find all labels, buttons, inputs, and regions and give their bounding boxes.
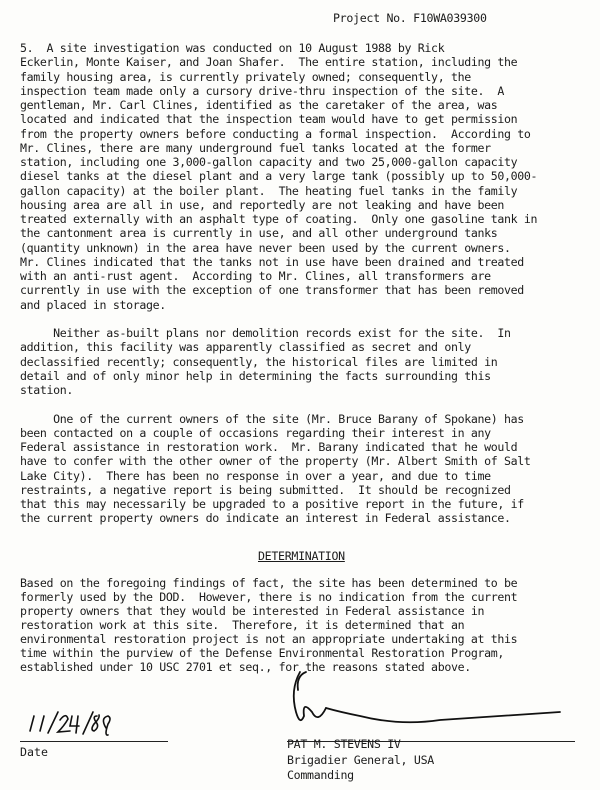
signer-name: PAT M. STEVENS IV xyxy=(287,737,401,751)
body-text-line: been contacted on a couple of occasions regarding their interest in any xyxy=(20,425,491,440)
determination-heading: DETERMINATION xyxy=(258,549,345,563)
signature-image xyxy=(294,672,560,722)
body-text-line: the current property owners do indicate an interest in Federal assistance. xyxy=(20,511,511,526)
body-text-line: Eckerlin, Monte Kaiser, and Joan Shafer. The entire station, including the xyxy=(20,55,518,70)
determination-text-line: formerly used by the DOD. However, there is no indication from the current xyxy=(20,590,518,604)
determination-text-line: time within the purview of the Defense Environmental Restoration Program, xyxy=(20,646,504,660)
body-text-line: Mr. Clines, there are many underground fuel tanks located at the former xyxy=(20,140,491,155)
determination-text-line: established under 10 USC 2701 et seq., for the reasons stated above. xyxy=(20,660,471,674)
body-text-line: 5. A site investigation was conducted on 10 August 1988 by Rick xyxy=(20,41,445,55)
body-text-line: (quantity unknown) in the area have never been used by the current owners. xyxy=(20,240,511,255)
body-text-line: treated externally with an asphalt type of coating. Only one gasoline tank in xyxy=(20,212,538,226)
date-line xyxy=(20,741,168,742)
project-number: Project No. F10WA039300 xyxy=(333,11,487,25)
date-label: Date xyxy=(20,745,48,759)
body-text-line: with an anti-rust agent. According to Mr. Clines, all transformers are xyxy=(20,269,491,283)
determination-text-line: Based on the foregoing findings of fact, the site has been determined to be xyxy=(20,576,518,590)
body-text-line: housing area are all in use, and reportedly are not leaking and have been xyxy=(20,197,504,212)
body-text-line: Mr. Clines indicated that the tanks not in use have been drained and treated xyxy=(20,254,524,269)
body-text-line: declassified recently; consequently, the historical files are limited in xyxy=(20,354,498,369)
body-text-line: gallon capacity) at the boiler plant. The heating fuel tanks in the family xyxy=(20,183,518,198)
body-text-line: Lake City). There has been no response in over a year, and due to time xyxy=(20,468,491,483)
body-text-line: and placed in storage. xyxy=(20,297,166,312)
body-text-line: family housing area, is currently privately owned; consequently, the xyxy=(20,69,471,84)
signer-rank: Brigadier General, USA xyxy=(287,753,434,767)
body-text-line: located and indicated that the inspection team would have to get permission xyxy=(20,112,518,127)
signer-title: Commanding xyxy=(287,768,354,782)
body-text-line: Neither as-built plans nor demolition records exist for the site. In xyxy=(20,326,511,340)
body-text-line: currently in use with the exception of one transformer that has been removed xyxy=(20,283,524,298)
body-text-line: One of the current owners of the site (Mr. Bruce Barany of Spokane) has xyxy=(20,411,524,426)
body-text-line: station, including one 3,000-gallon capacity and two 25,000-gallon capacity xyxy=(20,155,518,169)
body-text-line: the cantonment area is currently in use, and all other underground tanks xyxy=(20,226,498,241)
determination-text-line: property owners that they would be interested in Federal assistance in xyxy=(20,604,485,618)
determination-text-line: restoration work at this site. Therefore, it is determined that an xyxy=(20,618,465,632)
body-text-line: have to confer with the other owner of the property (Mr. Albert Smith of Salt xyxy=(20,454,531,469)
body-text-line: restraints, a negative report is being submitted. It should be recognized xyxy=(20,482,511,497)
body-text-line: Federal assistance in restoration work. Mr. Barany indicated that he would xyxy=(20,440,518,454)
body-text-line: inspection team made only a cursory drive-thru inspection of the site. A xyxy=(20,83,504,98)
determination-text-line: environmental restoration project is not an appropriate undertaking at this xyxy=(20,632,518,646)
handwritten-date-image xyxy=(30,712,110,735)
body-text-line: that this may necessarily be upgraded to a positive report in the future, if xyxy=(20,497,524,511)
body-text-line: station. xyxy=(20,383,74,397)
body-text-line: addition, this facility was apparently classified as secret and only xyxy=(20,340,471,355)
body-text-line: diesel tanks at the diesel plant and a very large tank (possibly up to 50,000- xyxy=(20,169,538,184)
body-text-line: gentleman, Mr. Carl Clines, identified as the caretaker of the area, was xyxy=(20,98,498,112)
body-text-line: from the property owners before conducting a formal inspection. According to xyxy=(20,126,531,141)
body-text-line: detail and of only minor help in determining the facts surrounding this xyxy=(20,368,491,383)
